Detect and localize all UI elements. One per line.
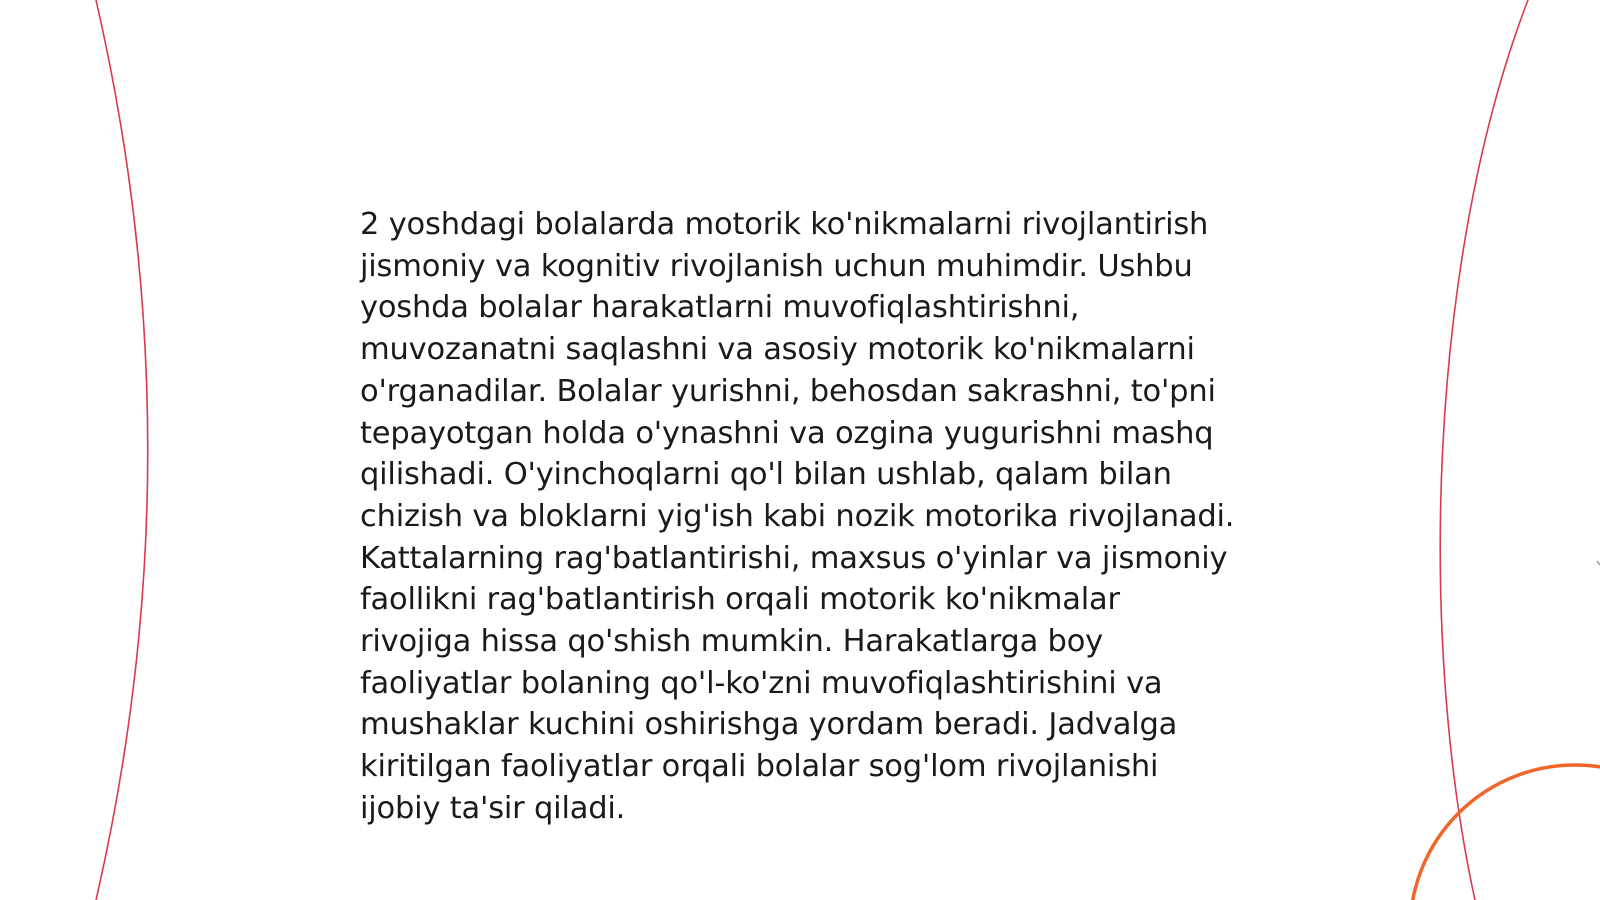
- left-curve-line: [96, 0, 148, 900]
- right-curve-line: [1440, 0, 1528, 900]
- body-paragraph: 2 yoshdagi bolalarda motorik ko'nikmalarni rivojlantirish jismoniy va kognitiv rivojlanish uchun muhimdir. Ushbu yoshda bolalar harakatlarni muvofiqlashtirishni, muvozanatni saqlashni va asosiy motorik ko'nikmalarni o'rganadilar. Bolalar yurishni, behosdan sakrashni, to'pni tepayotgan holda o'ynashni va ozgina yugurishni mashq qilishadi. O'yinchoqlarni qo'l bilan ushlab, qalam bilan chizish va bloklarni yig'ish kabi nozik motorika rivojlanadi. Kattalarning rag'batlantirishi, maxsus o'yinlar va jismoniy faollikni rag'batlantirish orqali motorik ko'nikmalar rivojiga hissa qo'shish mumkin. Harakatlarga boy faoliyatlar bolaning qo'l-ko'zni muvofiqlashtirishini va mushaklar kuchini oshirishga yordam beradi. Jadvalga kiritilgan faoliyatlar orqali bolalar sog'lom rivojlanishi ijobiy ta'sir qiladi.: [360, 207, 1235, 826]
- orange-accent-arc: [1410, 765, 1600, 900]
